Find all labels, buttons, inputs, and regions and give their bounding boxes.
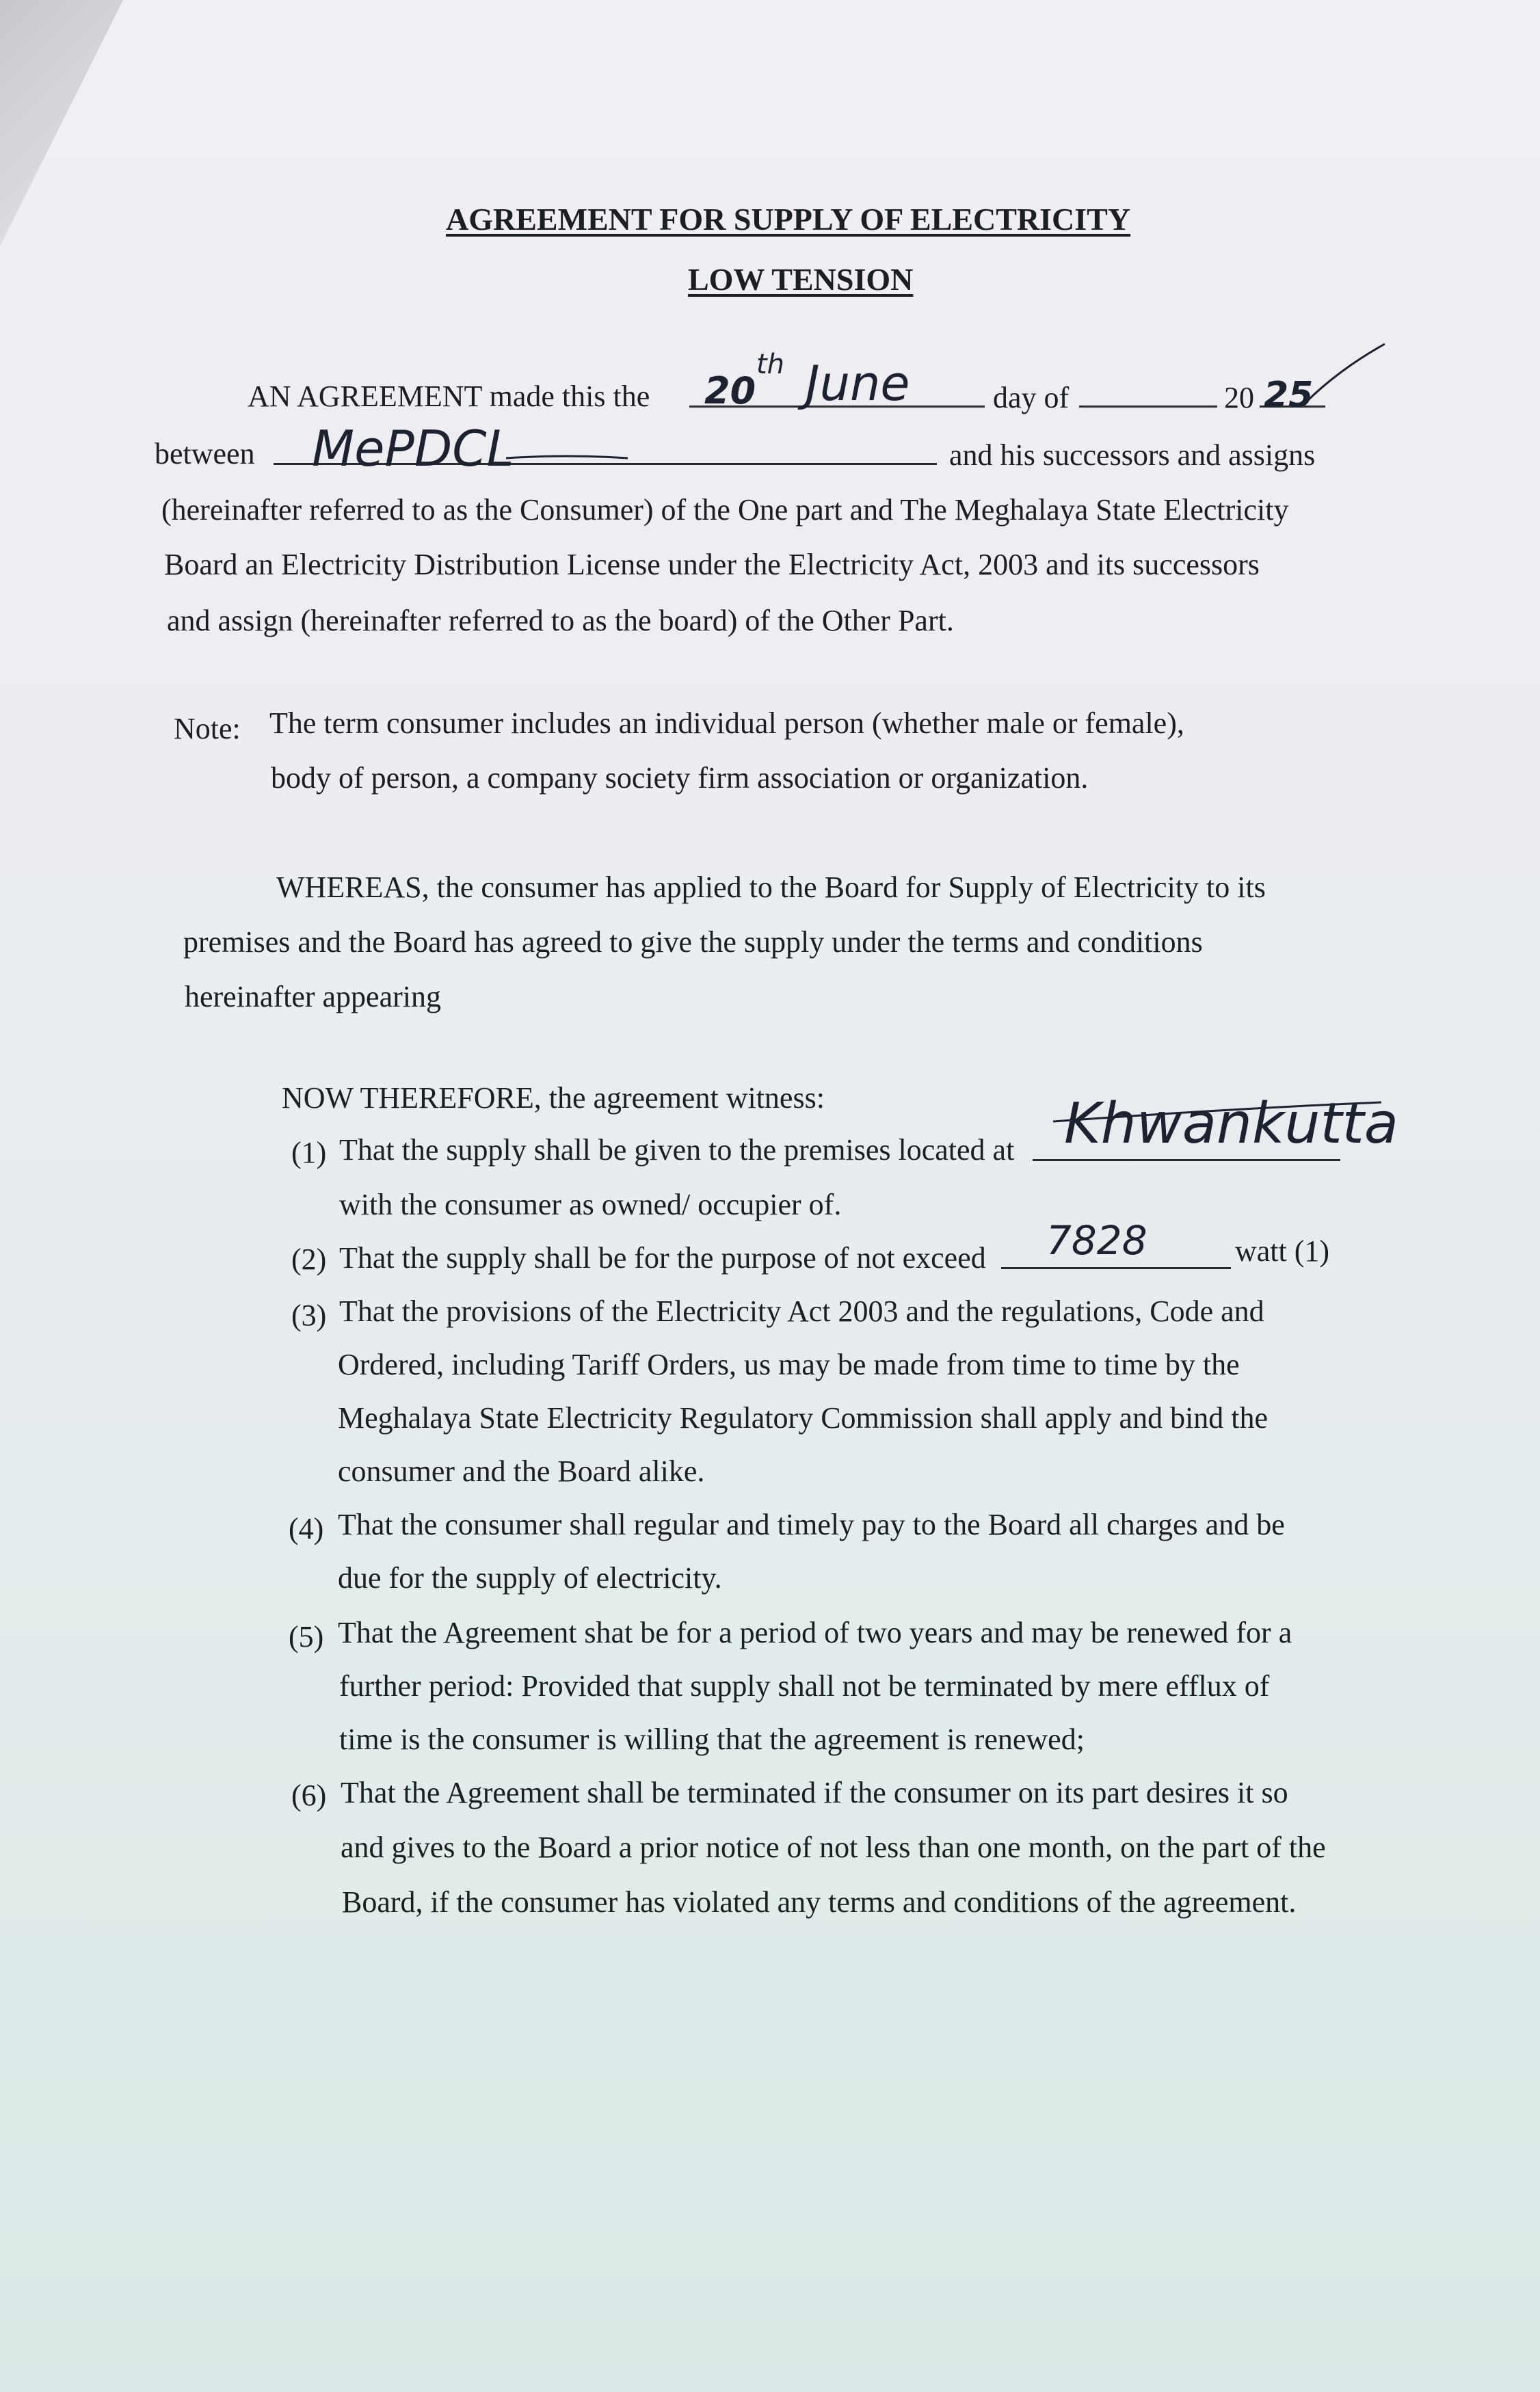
handwritten-year: 25 xyxy=(1264,375,1314,416)
note-label: Note: xyxy=(174,712,241,745)
clause-2-line-1: That the supply shall be for the purpose of not exceed xyxy=(339,1241,986,1275)
clause-6-line-1: That the Agreement shall be terminated if the consumer on its part desires it so xyxy=(341,1776,1288,1809)
clause-2-unit: watt (1) xyxy=(1235,1234,1330,1268)
intro-day-of: day of xyxy=(993,381,1070,414)
consumer-underline-stroke xyxy=(506,451,629,465)
clause-1-line-1: That the supply shall be given to the premises located at xyxy=(339,1133,1015,1167)
intro-successors: and his successors and assigns xyxy=(949,438,1316,472)
intro-line-4: Board an Electricity Distribution License under the Electricity Act, 2003 and its successors xyxy=(164,548,1260,581)
month-blank xyxy=(1079,383,1217,413)
now-therefore: NOW THEREFORE, the agreement witness: xyxy=(282,1081,825,1115)
intro-between: between xyxy=(155,437,255,470)
clause-5-line-2: further period: Provided that supply shall not be terminated by mere efflux of xyxy=(339,1669,1270,1703)
handwritten-location: Khwankutta xyxy=(1064,1091,1399,1156)
handwritten-day: 20 xyxy=(704,369,756,412)
folded-corner xyxy=(0,0,123,246)
intro-line-5: and assign (hereinafter referred to as the board) of the Other Part. xyxy=(167,604,954,637)
clause-4-line-1: That the consumer shall regular and timely pay to the Board all charges and be xyxy=(338,1508,1285,1541)
clause-1-line-2: with the consumer as owned/ occupier of. xyxy=(339,1188,842,1221)
clause-3-line-3: Meghalaya State Electricity Regulatory Commission shall apply and bind the xyxy=(338,1401,1269,1435)
document-subtitle: LOW TENSION xyxy=(688,262,914,297)
clause-4-number: (4) xyxy=(289,1512,324,1545)
clause-5-number: (5) xyxy=(289,1620,324,1653)
intro-year-prefix: 20 xyxy=(1224,381,1254,414)
note-line-1: The term consumer includes an individual person (whether male or female), xyxy=(269,706,1184,740)
whereas-line-2: premises and the Board has agreed to give the supply under the terms and conditions xyxy=(183,925,1203,959)
clause-3-line-1: That the provisions of the Electricity Act 2003 and the regulations, Code and xyxy=(339,1294,1264,1328)
clause-5-line-3: time is the consumer is willing that the agreement is renewed; xyxy=(339,1723,1085,1756)
document-title: AGREEMENT FOR SUPPLY OF ELECTRICITY xyxy=(446,202,1131,237)
clause-3-line-2: Ordered, including Tariff Orders, us may be made from time to time by the xyxy=(338,1348,1240,1381)
clause-2-number: (2) xyxy=(291,1242,327,1276)
intro-agreement-made: AN AGREEMENT made this the xyxy=(248,380,650,413)
whereas-line-3: hereinafter appearing xyxy=(185,980,441,1013)
clause-1-number: (1) xyxy=(291,1136,327,1169)
year-check-stroke xyxy=(1299,341,1388,409)
note-line-2: body of person, a company society firm association or organization. xyxy=(271,761,1089,795)
clause-3-line-4: consumer and the Board alike. xyxy=(338,1454,705,1488)
intro-line-3: (hereinafter referred to as the Consumer) of the One part and The Meghalaya State Electricity xyxy=(161,493,1289,527)
handwritten-consumer: MePDCL xyxy=(312,420,514,477)
clause-6-line-2: and gives to the Board a prior notice of not less than one month, on the part of the xyxy=(341,1831,1326,1864)
clause-3-number: (3) xyxy=(291,1299,327,1332)
clause-6-number: (6) xyxy=(291,1779,327,1812)
location-signature-stroke xyxy=(1046,1094,1388,1149)
clause-6-line-3: Board, if the consumer has violated any terms and conditions of the agreement. xyxy=(342,1885,1297,1919)
handwritten-month: June xyxy=(806,356,910,412)
clause-4-line-2: due for the supply of electricity. xyxy=(338,1561,722,1595)
handwritten-day-suffix: th xyxy=(756,349,785,380)
clause-5-line-1: That the Agreement shat be for a period of two years and may be renewed for a xyxy=(338,1616,1292,1649)
whereas-line-1: WHEREAS, the consumer has applied to the Board for Supply of Electricity to its xyxy=(276,871,1266,904)
handwritten-wattage: 7828 xyxy=(1046,1217,1147,1264)
